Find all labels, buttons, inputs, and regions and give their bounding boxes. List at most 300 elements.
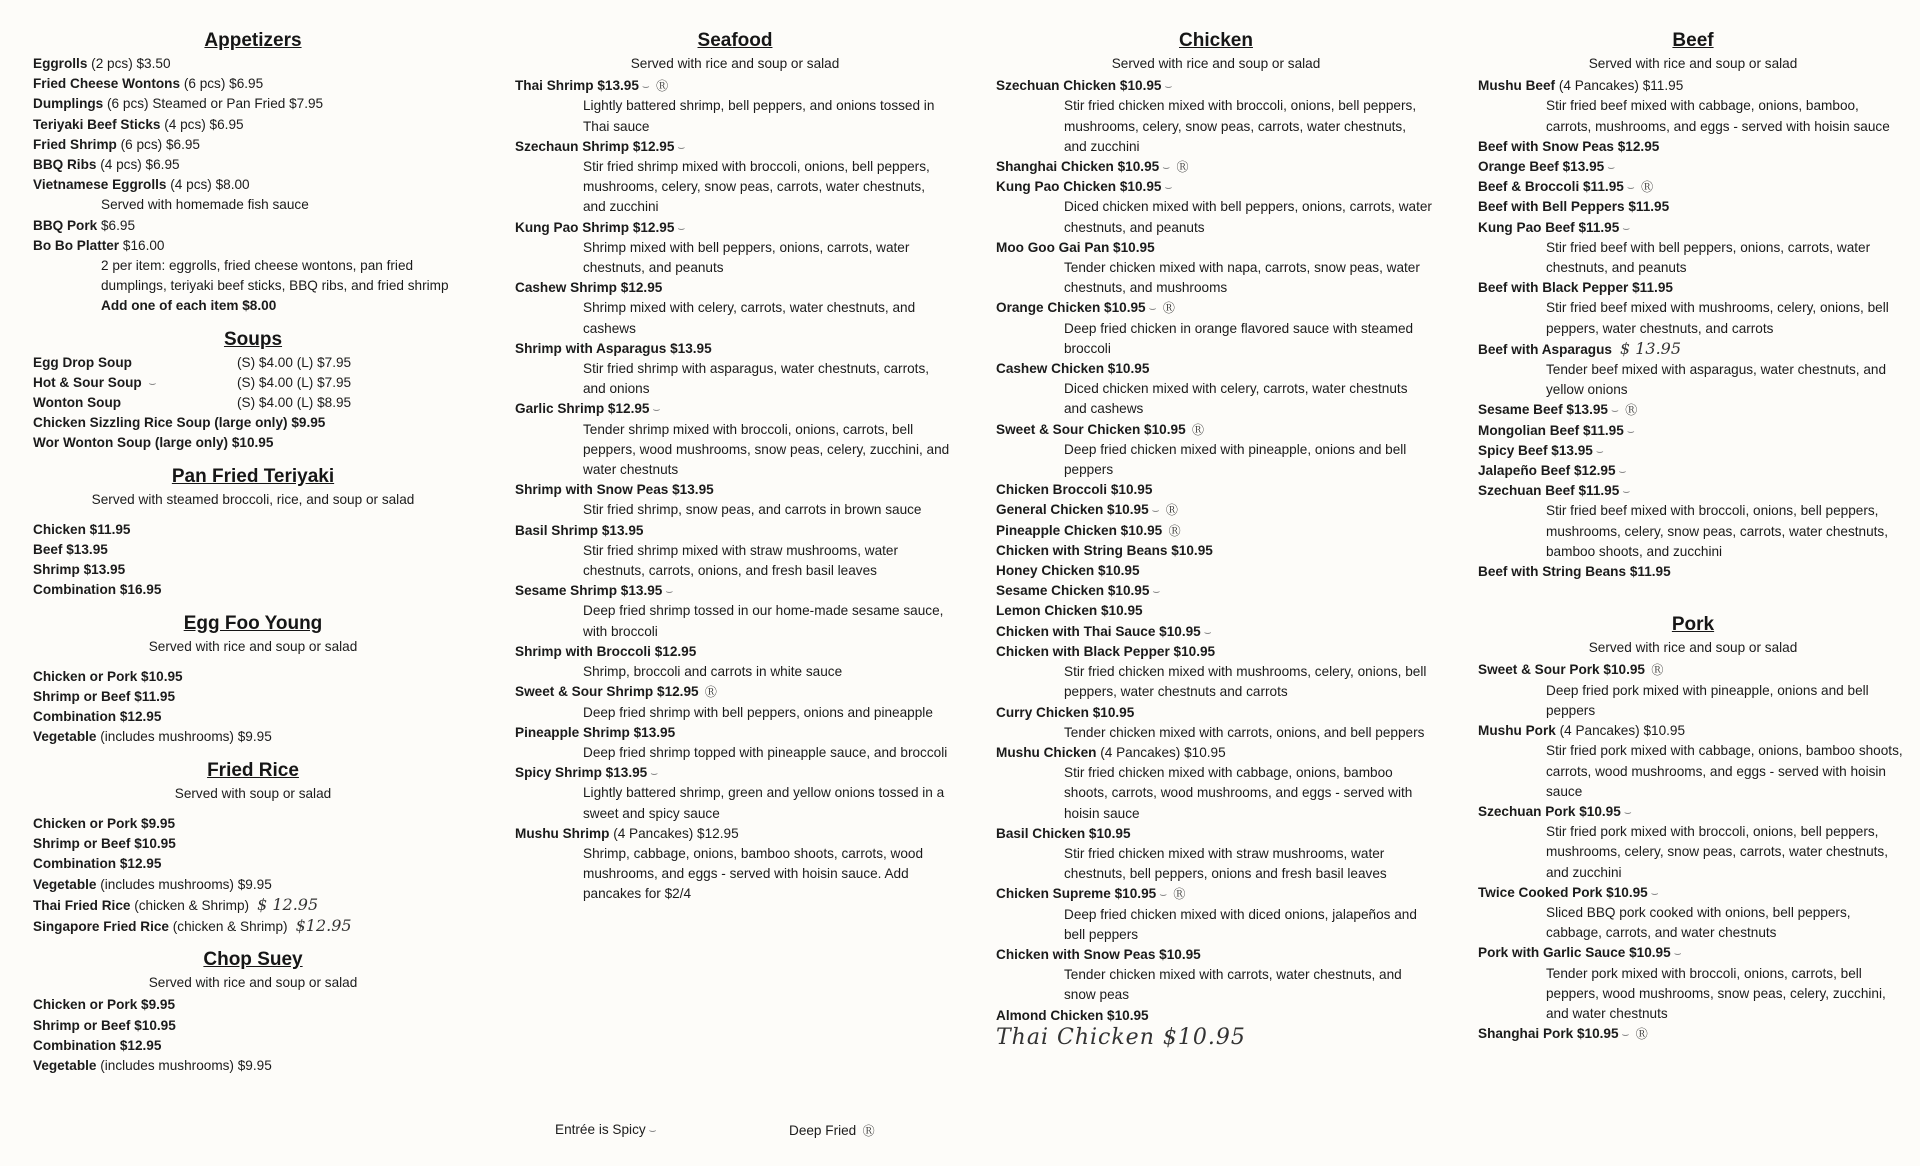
item-name: Chicken Broccoli $10.95: [996, 482, 1153, 498]
item-name: Fried Cheese Wontons: [33, 76, 181, 92]
pepper-icon: ⌣: [1618, 464, 1627, 479]
item-name: Pork with Garlic Sauce $10.95: [1478, 945, 1671, 961]
item-name: Combination $12.95: [33, 856, 162, 872]
item-price: (chicken & Shrimp): [172, 918, 288, 934]
item-price: (4 Pancakes) $12.95: [613, 825, 739, 841]
item-line: [33, 393, 473, 413]
item-line: [33, 155, 473, 175]
item-description: Deep fried chicken mixed with diced onions, jalapeños and bell peppers: [1064, 906, 1417, 942]
item-line: [515, 581, 955, 601]
item-description: Tender chicken mixed with napa, carrots, snow peas, water chestnuts, and mushrooms: [1064, 260, 1420, 296]
menu-section: [33, 611, 473, 748]
item-description: Served with homemade fish sauce: [101, 197, 309, 213]
menu-item: [33, 916, 473, 937]
item-price: (includes mushrooms) $9.95: [100, 729, 272, 745]
item-description: Deep fried chicken mixed with pineapple, onions and bell peppers: [1064, 441, 1407, 478]
item-description: Tender beef mixed with asparagus, water chestnuts, and yellow onions: [1546, 362, 1887, 398]
item-name: Kung Pao Shrimp $12.95: [515, 219, 675, 235]
menu-section: [33, 327, 473, 454]
item-name: Mushu Pork: [1478, 723, 1556, 739]
item-line: [33, 895, 473, 916]
item-description: Stir fried chicken mixed with cabbage, onions, bamboo shoots, carrots, wood mushrooms, and eggs - served with hoisin sauce: [1064, 765, 1413, 821]
item-name: Chicken $11.95: [33, 521, 131, 537]
menu-item: [33, 540, 473, 560]
menu-item: [33, 814, 473, 834]
pepper-icon: ⌣: [1623, 804, 1632, 819]
menu-item: [1478, 562, 1908, 582]
item-line: [1478, 137, 1908, 157]
section-title: Soups: [223, 328, 283, 350]
menu-item: [515, 278, 955, 339]
menu-item: [515, 824, 955, 905]
pepper-icon: ⌣: [1611, 403, 1619, 418]
item-line: [1478, 660, 1908, 680]
section-title: Chicken: [1179, 30, 1253, 51]
item-line: [1478, 802, 1908, 822]
item-line: [1478, 562, 1908, 582]
item-name: Chicken with Thai Sauce $10.95: [996, 623, 1201, 639]
menu-item: [515, 521, 955, 582]
item-line: [1478, 197, 1908, 217]
item-description: Deep fried shrimp tossed in our home-made sesame sauce, with broccoli: [583, 603, 944, 639]
section-title: Pan Fried Teriyaki: [171, 465, 335, 487]
item-line: [996, 238, 1436, 258]
item-name: Chicken Sizzling Rice Soup (large only) $9.95: [33, 415, 326, 431]
item-line: [33, 175, 473, 195]
item-name: Szechuan Beef $11.95: [1478, 483, 1620, 499]
pepper-icon: ⌣: [1164, 180, 1173, 195]
item-line: [996, 945, 1436, 965]
legend-deep-fried: [789, 1122, 875, 1139]
menu-item: [996, 642, 1436, 703]
handwritten-item: Thai Chicken $10.95: [996, 1024, 1246, 1050]
item-line: [996, 601, 1436, 621]
section-spacer: [33, 748, 473, 758]
menu-item: [996, 622, 1436, 642]
section-subtitle: Served with rice and soup or salad: [1588, 56, 1798, 71]
menu-item: [1478, 400, 1908, 420]
menu-item: [996, 884, 1436, 945]
menu-item: [33, 94, 473, 114]
item-name: Orange Chicken $10.95: [996, 300, 1146, 316]
item-name: Mushu Shrimp: [515, 825, 610, 841]
menu-item: [515, 581, 955, 642]
item-description: Stir fried beef mixed with broccoli, onions, bell peppers, mushrooms, celery, snow peas, carrots, water chestnuts, bamboo shoots, and zucchini: [1546, 503, 1888, 559]
item-line: [996, 480, 1436, 500]
item-name: Singapore Fried Rice: [33, 918, 169, 934]
item-line: [33, 540, 473, 560]
menu-column-2: [515, 28, 955, 905]
item-line: [515, 278, 955, 298]
menu-section: [33, 758, 473, 937]
item-price: (4 Pancakes) $10.95: [1559, 723, 1686, 739]
menu-item: [996, 824, 1436, 885]
item-price: (4 pcs) $8.00: [170, 177, 250, 193]
item-description: Sliced BBQ pork cooked with onions, bell peppers, cabbage, carrots, and water chestnuts: [1546, 904, 1851, 941]
menu-item: [33, 520, 473, 540]
item-name: Twice Cooked Pork $10.95: [1478, 884, 1648, 900]
item-line: [1478, 218, 1908, 238]
item-name: Egg Drop Soup: [33, 354, 132, 370]
legend-spicy: [555, 1122, 657, 1138]
item-name: Beef with Asparagus: [1478, 341, 1612, 357]
item-line: [1478, 421, 1908, 441]
menu-section: [33, 947, 473, 1076]
item-line: [515, 642, 955, 662]
menu-section: [1478, 612, 1908, 1044]
section-subtitle: Served with rice and soup or salad: [1111, 56, 1321, 71]
item-price: (4 pcs) $6.95: [164, 116, 244, 132]
item-line: [1478, 177, 1908, 197]
item-line: [1478, 461, 1908, 481]
item-price: (6 pcs) $6.95: [183, 76, 264, 92]
menu-item: [33, 393, 473, 413]
item-line: [515, 521, 955, 541]
menu-item: [1478, 218, 1908, 279]
item-description: Deep fried pork mixed with pineapple, onions and bell peppers: [1546, 682, 1869, 718]
item-line: [996, 359, 1436, 379]
item-description: Shrimp mixed with celery, carrots, water chestnuts, and cashews: [583, 300, 916, 336]
item-name: Kung Pao Chicken $10.95: [996, 179, 1162, 195]
item-name: Pineapple Chicken $10.95: [996, 522, 1163, 538]
menu-item: [33, 216, 473, 236]
item-description: Stir fried chicken mixed with broccoli, onions, bell peppers, mushrooms, celery, snow peas, carrots, water chestnuts, and zucchini: [1064, 98, 1417, 154]
item-line: [33, 875, 473, 895]
section-spacer: [33, 454, 473, 464]
section-title: Fried Rice: [207, 759, 299, 781]
item-name: Beef & Broccoli $11.95: [1478, 179, 1624, 195]
menu-item: [1478, 802, 1908, 883]
pepper-icon: ⌣: [1595, 443, 1604, 458]
item-name: Shanghai Pork $10.95: [1478, 1026, 1619, 1042]
pepper-icon: ⌣: [648, 1123, 657, 1137]
menu-item: [33, 854, 473, 874]
item-description: Stir fried beef with bell peppers, onions, carrots, water chestnuts, and peanuts: [1546, 239, 1871, 276]
pepper-icon: ⌣: [1622, 484, 1631, 499]
item-name: Eggrolls: [33, 56, 88, 71]
item-description: Stir fried pork mixed with cabbage, onions, bamboo shoots, carrots, wood mushrooms, and eggs - served with hoisin sauce: [1546, 743, 1903, 799]
menu-item: [1478, 137, 1908, 157]
pepper-icon: ⌣: [148, 375, 157, 390]
deep-fried-icon: Ⓡ: [652, 79, 669, 94]
item-line: [33, 54, 473, 74]
item-description: Deep fried shrimp with bell peppers, onions and pineapple: [583, 704, 933, 720]
deep-fried-icon: Ⓡ: [701, 685, 717, 700]
deep-fried-icon: Ⓡ: [1647, 663, 1664, 678]
item-line: [996, 824, 1436, 844]
item-name: Honey Chicken $10.95: [996, 563, 1140, 579]
menu-item: [33, 667, 473, 687]
item-description: Stir fried shrimp with asparagus, water chestnuts, carrots, and onions: [583, 361, 930, 397]
item-name: BBQ Ribs: [33, 157, 97, 173]
item-name: Chicken with Black Pepper $10.95: [996, 643, 1216, 659]
item-addon: Add one of each item $8.00: [101, 298, 277, 314]
menu-item: [33, 54, 473, 74]
item-line: [33, 433, 473, 453]
item-line: [1478, 339, 1908, 360]
item-price: (6 pcs) Steamed or Pan Fried $7.95: [107, 96, 324, 112]
section-spacer: [1478, 582, 1908, 612]
item-line: [33, 373, 473, 393]
menu-item: [33, 74, 473, 94]
item-price: $16.00: [122, 237, 165, 253]
item-name: Spicy Beef $13.95: [1478, 442, 1593, 458]
item-line: [1478, 76, 1908, 96]
menu-item: [1478, 157, 1908, 177]
pepper-icon: ⌣: [1621, 1027, 1630, 1042]
item-line: [33, 687, 473, 707]
section-subtitle: Served with rice and soup or salad: [630, 56, 840, 71]
item-line: [515, 76, 955, 96]
item-name: Fried Shrimp: [33, 136, 117, 152]
item-price: $6.95: [101, 217, 136, 233]
section-spacer: [33, 317, 473, 327]
item-line: [996, 743, 1436, 763]
item-line: [1478, 1024, 1908, 1044]
item-price: (4 Pancakes) $11.95: [1558, 78, 1684, 94]
item-line: [996, 1006, 1436, 1026]
item-name: Chicken Supreme $10.95: [996, 886, 1157, 902]
item-price: (4 pcs) $6.95: [100, 157, 180, 173]
menu-item: [515, 723, 955, 763]
menu-item: [515, 763, 955, 824]
item-name: Kung Pao Beef $11.95: [1478, 219, 1620, 235]
pepper-icon: ⌣: [1152, 584, 1161, 599]
item-price: (S) $4.00 (L) $8.95: [237, 395, 352, 411]
item-price: (S) $4.00 (L) $7.95: [237, 354, 352, 370]
item-name: Vegetable: [33, 729, 97, 745]
item-name: Jalapeño Beef $12.95: [1478, 463, 1616, 479]
menu-item: [1478, 721, 1908, 802]
deep-fried-icon: Ⓡ: [1173, 160, 1189, 175]
menu-column-3: [996, 28, 1436, 1048]
item-name: Thai Shrimp $13.95: [515, 78, 639, 94]
menu-section: [996, 28, 1436, 1048]
item-name: Moo Goo Gai Pan $10.95: [996, 239, 1155, 255]
item-description: Stir fried shrimp mixed with broccoli, onions, bell peppers, mushrooms, celery, snow peas, carrots, water chestnuts, and zucchini: [583, 159, 930, 215]
item-line: [33, 580, 473, 600]
item-price: (6 pcs) $6.95: [120, 136, 200, 152]
item-line: [33, 834, 473, 854]
pepper-icon: ⌣: [677, 139, 686, 154]
menu-item: [1478, 481, 1908, 562]
item-name: Shrimp with Asparagus $13.95: [515, 340, 712, 356]
item-line: [515, 682, 955, 702]
pepper-icon: ⌣: [1203, 624, 1212, 639]
item-line: [996, 541, 1436, 561]
menu-item: [996, 561, 1436, 581]
section-subtitle: Served with rice and soup or salad: [148, 638, 358, 654]
item-line: [515, 399, 955, 419]
section-title: Beef: [1672, 30, 1714, 51]
item-name: Szechaun Shrimp $12.95: [515, 138, 675, 154]
item-line: [33, 353, 473, 373]
section-subtitle: Served with soup or salad: [174, 785, 332, 801]
item-name: Orange Beef $13.95: [1478, 159, 1605, 175]
item-name: Shrimp or Beef $10.95: [33, 836, 176, 852]
item-description: Stir fried shrimp mixed with straw mushrooms, water chestnuts, carrots, onions, and fresh basil leaves: [583, 542, 898, 579]
item-name: Cashew Shrimp $12.95: [515, 280, 663, 296]
item-name: Bo Bo Platter: [33, 237, 120, 253]
item-name: Szechuan Pork $10.95: [1478, 803, 1621, 819]
item-line: [33, 216, 473, 236]
item-price: (chicken & Shrimp): [134, 897, 250, 913]
item-name: Vegetable: [33, 1057, 97, 1073]
menu-column-1: [33, 28, 473, 1076]
item-name: Curry Chicken $10.95: [996, 704, 1135, 720]
menu-item: [33, 236, 473, 317]
item-name: Shrimp or Beef $11.95: [33, 689, 176, 705]
item-description: 2 per item: eggrolls, fried cheese wontons, pan fried dumplings, teriyaki beef sticks, BBQ ribs, and fried shrimp: [101, 258, 449, 294]
item-description: Shrimp, broccoli and carrots in white sauce: [583, 664, 843, 680]
menu-item: [33, 353, 473, 373]
item-line: [33, 814, 473, 834]
menu-item: [996, 601, 1436, 621]
item-name: Chicken or Pork $10.95: [33, 668, 183, 684]
item-line: [1478, 441, 1908, 461]
item-description: Shrimp mixed with bell peppers, onions, carrots, water chestnuts, and peanuts: [583, 239, 910, 276]
deep-fried-icon: Ⓡ: [1188, 422, 1204, 437]
menu-item: [996, 1006, 1436, 1026]
menu-item: [996, 298, 1436, 359]
deep-fried-icon: Ⓡ: [1621, 403, 1638, 418]
menu-item: [33, 895, 473, 916]
item-line: [33, 520, 473, 540]
pepper-icon: ⌣: [1607, 160, 1616, 175]
pepper-icon: ⌣: [641, 79, 650, 94]
legend-spicy-label: Entrée is Spicy: [555, 1122, 646, 1137]
item-line: [515, 824, 955, 844]
item-line: [1478, 721, 1908, 741]
item-name: BBQ Pork: [33, 217, 98, 233]
item-line: [1478, 157, 1908, 177]
item-name: Teriyaki Beef Sticks: [33, 116, 161, 132]
item-line: [33, 995, 473, 1015]
menu-item: [33, 834, 473, 854]
item-price: (includes mushrooms) $9.95: [100, 1057, 272, 1073]
item-line: [996, 703, 1436, 723]
item-description: Stir fried pork mixed with broccoli, onions, bell peppers, mushrooms, celery, snow peas, carrots, water chestnuts, and zucchini: [1546, 824, 1888, 880]
legend-deep-fried-label: Deep Fried: [789, 1123, 857, 1138]
item-line: [515, 723, 955, 743]
section-title: Seafood: [697, 30, 773, 51]
item-name: Shrimp with Snow Peas $13.95: [515, 482, 714, 498]
item-line: [515, 218, 955, 238]
item-description: Stir fried beef mixed with cabbage, onions, bamboo, carrots, mushrooms, and eggs - served with hoisin sauce: [1546, 98, 1890, 134]
menu-item: [996, 480, 1436, 500]
item-line: [515, 763, 955, 783]
pepper-icon: ⌣: [1673, 946, 1682, 961]
item-line: [33, 1036, 473, 1056]
item-line: [1478, 943, 1908, 963]
pepper-icon: ⌣: [1162, 160, 1171, 175]
item-line: [33, 236, 473, 256]
item-name: Beef with Snow Peas $12.95: [1478, 138, 1660, 154]
pepper-icon: ⌣: [1650, 885, 1659, 900]
item-name: Wonton Soup: [33, 395, 122, 411]
menu-item: [1478, 883, 1908, 944]
deep-fried-icon: Ⓡ: [1637, 180, 1654, 195]
subtitle-spacer: [33, 512, 473, 520]
item-name: Almond Chicken $10.95: [996, 1007, 1149, 1023]
section-spacer: [33, 601, 473, 611]
menu-item: [515, 399, 955, 480]
menu-item: [996, 238, 1436, 299]
menu-item: [1478, 441, 1908, 461]
item-description: Shrimp, cabbage, onions, bamboo shoots, carrots, wood mushrooms, and eggs - served with hoisin sauce. Add pancakes for $2/4: [583, 845, 924, 902]
item-name: Chicken with String Beans $10.95: [996, 542, 1213, 558]
pepper-icon: ⌣: [652, 402, 661, 417]
menu-item: [1478, 278, 1908, 339]
menu-item: [996, 157, 1436, 177]
item-line: [1478, 481, 1908, 501]
item-name: Beef with Black Pepper $11.95: [1478, 280, 1673, 296]
item-price: (2 pcs) $3.50: [91, 56, 171, 71]
menu-item: [33, 413, 473, 433]
item-name: Szechuan Chicken $10.95: [996, 78, 1162, 94]
item-description: Stir fried chicken mixed with straw mushrooms, water chestnuts, bell peppers, onions and fresh basil leaves: [1064, 845, 1387, 882]
menu-item: [33, 1036, 473, 1056]
section-subtitle: Served with steamed broccoli, rice, and soup or salad: [91, 491, 415, 507]
item-name: Sesame Beef $13.95: [1478, 402, 1608, 418]
item-line: [996, 157, 1436, 177]
menu-item: [1478, 76, 1908, 137]
item-line: [33, 94, 473, 114]
pepper-icon: ⌣: [1626, 180, 1635, 195]
item-description: Tender chicken mixed with carrots, onions, and bell peppers: [1064, 724, 1425, 740]
item-line: [996, 561, 1436, 581]
section-spacer: [33, 937, 473, 947]
menu-item: [1478, 339, 1908, 401]
item-line: [33, 1056, 473, 1076]
item-name: Shanghai Chicken $10.95: [996, 159, 1160, 175]
item-description: Tender chicken mixed with carrots, water chestnuts, and snow peas: [1064, 967, 1402, 1003]
item-description: Deep fried chicken in orange flavored sauce with steamed broccoli: [1064, 320, 1414, 356]
menu-item: [515, 480, 955, 520]
menu-item: [33, 707, 473, 727]
item-description: Stir fried beef mixed with mushrooms, celery, onions, bell peppers, water chestnuts, and carrots: [1546, 300, 1889, 336]
item-line: [996, 500, 1436, 520]
handwritten-price: $12.95: [295, 915, 352, 935]
item-line: [996, 521, 1436, 541]
menu-item: [33, 687, 473, 707]
menu-item: [515, 137, 955, 218]
item-line: [33, 916, 473, 937]
menu-item: [33, 727, 473, 747]
item-line: [996, 76, 1436, 96]
item-name: Basil Chicken $10.95: [996, 825, 1131, 841]
item-line: [996, 581, 1436, 601]
menu-item: [33, 560, 473, 580]
menu-item: [996, 581, 1436, 601]
menu-item: [515, 642, 955, 682]
menu-item: [996, 945, 1436, 1006]
item-name: Wor Wonton Soup (large only) $10.95: [33, 435, 274, 451]
menu-section: [515, 28, 955, 905]
item-description: Tender pork mixed with broccoli, onions, carrots, bell peppers, wood mushrooms, snow peas, celery, zucchini, and water chestnuts: [1546, 965, 1886, 1021]
item-line: [33, 727, 473, 747]
item-description: Diced chicken mixed with celery, carrots, water chestnuts and cashews: [1064, 381, 1408, 417]
item-line: [996, 622, 1436, 642]
item-line: [33, 1016, 473, 1036]
menu-item: [33, 875, 473, 895]
menu-item: [996, 177, 1436, 238]
pepper-icon: ⌣: [665, 584, 674, 599]
item-name: Thai Fried Rice: [33, 897, 131, 913]
deep-fried-icon: Ⓡ: [1632, 1027, 1648, 1042]
menu-item: [1478, 461, 1908, 481]
item-line: [515, 137, 955, 157]
